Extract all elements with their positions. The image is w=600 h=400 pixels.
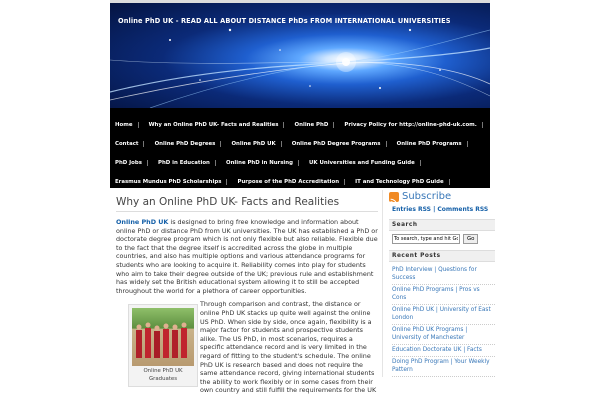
search-widget-title: Search [389, 219, 495, 231]
nav-item[interactable]: UK Universities and Funding Guide [304, 160, 421, 166]
search-form [389, 234, 495, 244]
nav-item[interactable]: Why an Online PhD UK- Facts and Realities [144, 122, 285, 128]
rss-separator: | [430, 206, 438, 213]
nav-item[interactable]: Online PhD UK [226, 141, 281, 147]
post-title[interactable]: Why an Online PhD UK- Facts and Realities [116, 196, 340, 208]
nav-item[interactable]: Online PhD in Nursing [221, 160, 299, 166]
subscribe-label[interactable]: Subscribe [402, 191, 452, 202]
nav-item[interactable]: Erasmus Mundus PhD Scholarships [110, 179, 227, 185]
graduates-figure [128, 304, 198, 387]
title-divider [116, 211, 378, 212]
comments-rss-link[interactable]: Comments RSS [437, 206, 489, 213]
main-content [116, 196, 378, 395]
nav-item[interactable]: Home [110, 122, 139, 128]
intro-text: is designed to bring free knowledge and information about online PhD or distance PhD from UK universities. The UK has established a PhD or doctorate degree program which is not only flexible but also reliable. Flexible due to the fact that the degree itself is accredited across the globe in multiple countries, and also has multiple options and various attendance programs for students who are looking to acquire it. Reliability comes into play for students who aim to take their degree outside of the UK; previous rule and establishment has widely set the British educational system allowing it to still be accepted throughout the world for a plethora of career opportunities. [116, 218, 378, 295]
second-paragraph: Through comparison and contrast, the distance or online PhD UK stacks up quite well against the online US PhD. When side by side, once again, flexibility is a major factor for students and prospective students alike. The US PhD, in most scenarios, requires a specific attendance record and is very limited in the regard of fitting to the student's schedule. The online PhD UK is research based and does not require the same attendance record, giving international students the ability to work flexibly or in some cases from their own country and still fulfill the requirements for the UK [200, 300, 377, 395]
nav-item[interactable]: Purpose of the PhD Accreditation [233, 179, 346, 185]
recent-post-link[interactable]: Online PhD Programs | Pros vs Cons [392, 285, 495, 305]
nav-item[interactable]: PhD in Education [153, 160, 216, 166]
site-header-banner [110, 0, 490, 108]
nav-item[interactable]: Online PhD [290, 122, 335, 128]
image-caption: Online PhD UK Graduates [143, 368, 183, 382]
entries-rss-link[interactable]: Entries RSS [392, 206, 431, 213]
recent-posts-list [389, 265, 495, 377]
nav-item[interactable]: Privacy Policy for http://online-phd-uk.com. [339, 122, 482, 128]
recent-post-link[interactable]: PhD Interview | Questions for Success [392, 265, 495, 285]
graduates-photo[interactable] [132, 308, 194, 366]
recent-post-link[interactable]: Online PhD UK Programs | University of Manchester [392, 325, 495, 345]
rss-icon[interactable] [389, 192, 399, 202]
search-input[interactable] [392, 234, 460, 244]
main-navigation [110, 108, 490, 188]
nav-item[interactable]: PhD Jobs [110, 160, 148, 166]
rss-links [389, 206, 495, 213]
subscribe-header[interactable] [389, 191, 495, 202]
nav-item[interactable]: Online PhD Programs [392, 141, 468, 147]
sidebar [382, 190, 495, 377]
nav-item[interactable]: Online PhD Degree Programs [287, 141, 387, 147]
site-title[interactable]: Online PhD UK - READ ALL ABOUT DISTANCE PhDs FROM INTERNATIONAL UNIVERSITIES [118, 17, 451, 25]
recent-posts-title: Recent Posts [389, 250, 495, 262]
recent-post-link[interactable]: Online PhD UK | University of East London [392, 305, 495, 325]
search-go-button[interactable]: Go [463, 234, 478, 244]
intro-paragraph [116, 218, 378, 295]
nav-item[interactable]: Online PhD Degrees [150, 141, 222, 147]
graduates-illustration [132, 308, 194, 366]
recent-post-link[interactable]: Doing PhD Program | Your Weekly Pattern [392, 357, 495, 377]
online-phd-uk-link[interactable]: Online PhD UK [116, 218, 169, 226]
content-row [116, 300, 378, 395]
nav-item[interactable]: Contact [110, 141, 144, 147]
recent-post-link[interactable]: Education Doctorate UK | Facts [392, 345, 495, 357]
nav-item[interactable]: IT and Technology PhD Guide [350, 179, 450, 185]
nav-list [110, 108, 490, 188]
